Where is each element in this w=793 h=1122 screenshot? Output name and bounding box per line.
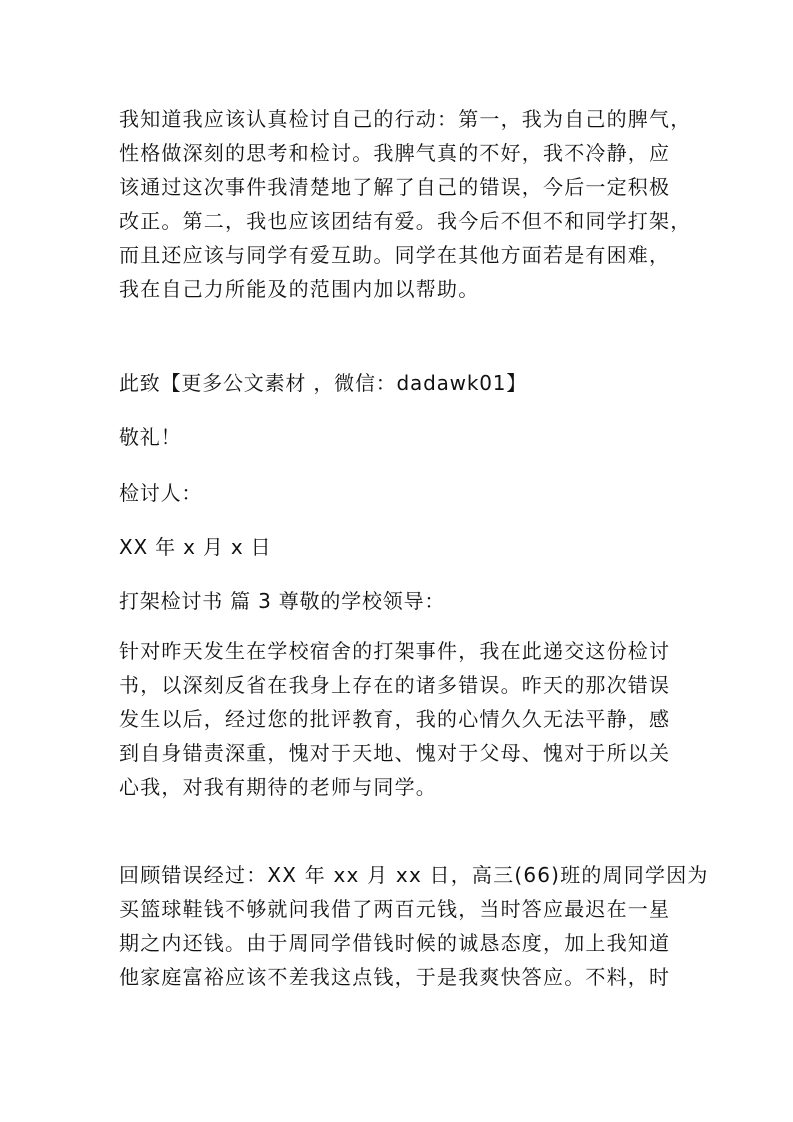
paragraph-incident xyxy=(119,634,679,804)
text-line: 到自身错责深重，愧对于天地、愧对于父母、愧对于所以关 xyxy=(119,741,671,765)
salute-line: 敬礼！ xyxy=(119,425,182,449)
section-heading: 打架检讨书 篇 3 尊敬的学校领导： xyxy=(119,589,446,613)
text-line: 该通过这次事件我清楚地了解了自己的错误，今后一定积极 xyxy=(119,175,671,199)
text-line: 性格做深刻的思考和检讨。我脾气真的不好，我不冷静，应 xyxy=(119,141,671,165)
text-line: 书，以深刻反省在我身上存在的诸多错误。昨天的那次错误 xyxy=(119,673,671,697)
date-line: XX 年 x 月 x 日 xyxy=(119,535,272,559)
closing-line: 此致【更多公文素材 ，微信：dadawk01】 xyxy=(119,371,528,395)
text-line: 回顾错误经过：XX 年 xx 月 xx 日，高三(66)班的周同学因为 xyxy=(119,863,709,887)
text-line: 期之内还钱。由于周同学借钱时候的诚恳态度，加上我知道 xyxy=(119,931,671,955)
paragraph-review xyxy=(119,858,709,994)
text-line: 他家庭富裕应该不差我这点钱，于是我爽快答应。不料，时 xyxy=(119,965,671,989)
text-line: 针对昨天发生在学校宿舍的打架事件，我在此递交这份检讨 xyxy=(119,639,671,663)
text-line: 我知道我应该认真检讨自己的行动：第一，我为自己的脾气， xyxy=(119,107,692,131)
text-line: 改正。第二，我也应该团结有爱。我今后不但不和同学打架， xyxy=(119,209,692,233)
text-line: 而且还应该与同学有爱互助。同学在其他方面若是有困难， xyxy=(119,243,671,267)
text-line: 心我，对我有期待的老师与同学。 xyxy=(119,775,437,799)
paragraph-self-reflection xyxy=(119,102,692,306)
text-line: 发生以后，经过您的批评教育，我的心情久久无法平静，感 xyxy=(119,707,671,731)
signer-line: 检讨人： xyxy=(119,481,203,505)
text-line: 买篮球鞋钱不够就问我借了两百元钱，当时答应最迟在一星 xyxy=(119,897,671,921)
text-line: 我在自己力所能及的范围内加以帮助。 xyxy=(119,277,480,301)
